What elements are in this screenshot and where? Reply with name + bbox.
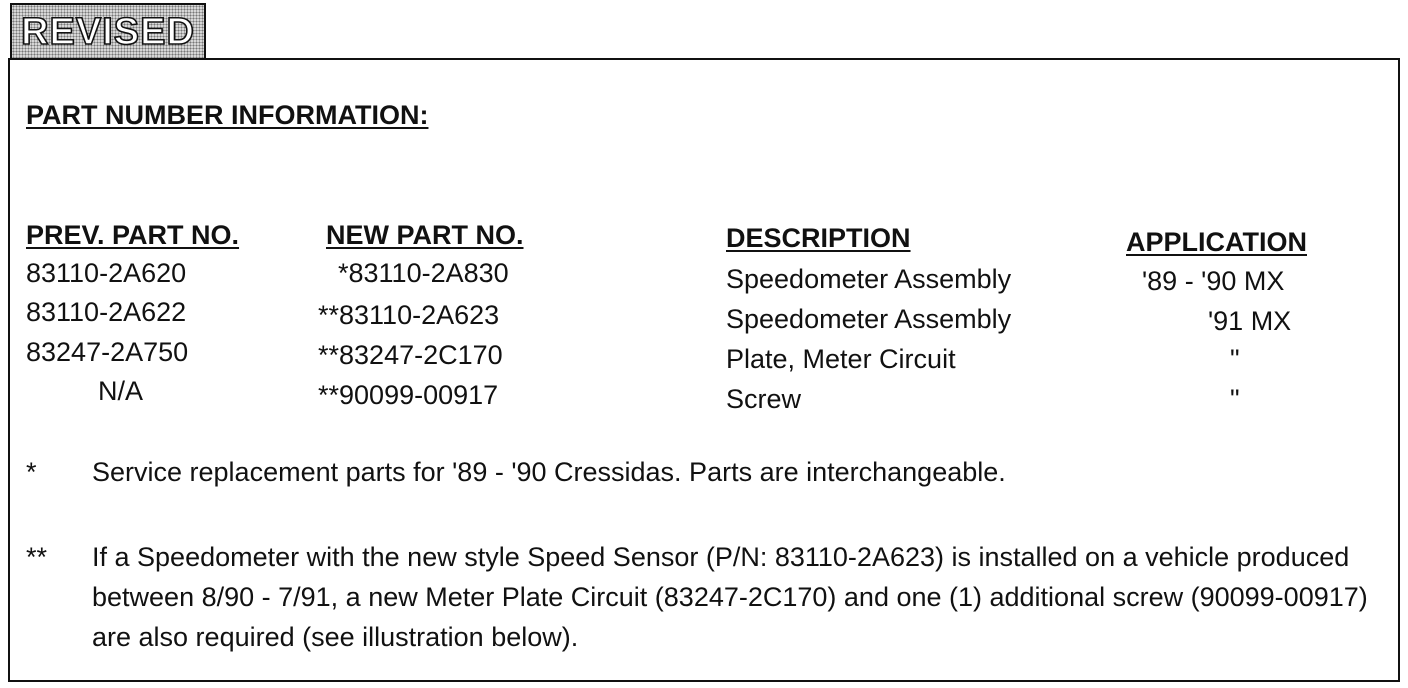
table-row-1-application: '89 - '90 MX [1142, 266, 1285, 296]
table-row-3-new: **83247-2C170 [318, 340, 503, 370]
revised-stamp [10, 3, 206, 59]
section-heading: PART NUMBER INFORMATION: [26, 100, 429, 130]
table-row-1-description: Speedometer Assembly [726, 264, 1012, 294]
revised-stamp-label: REVISED [21, 11, 195, 53]
table-row-4-prev: N/A [98, 376, 144, 406]
table-row-2-application: '91 MX [1208, 306, 1292, 336]
table-row-2-prev: 83110-2A622 [26, 297, 187, 327]
footnote-text: If a Speedometer with the new style Speed Sensor (P/N: 83110-2A623) is installed on a vehicle produced between 8/90 - 7/91, a new Meter Plate Circuit (83247-2C170) and one (1) additional screw (90099-00917) are also required (see illustration below). [92, 542, 1368, 652]
column-header-prev-part: PREV. PART NO. [26, 220, 240, 250]
table-row-3-description: Plate, Meter Circuit [726, 344, 956, 374]
table-row-2-description: Speedometer Assembly [726, 304, 1012, 334]
column-header-description: DESCRIPTION [726, 223, 911, 253]
table-row-3-prev: 83247-2A750 [26, 337, 189, 367]
column-header-application: APPLICATION [1126, 227, 1307, 257]
table-row-3-application: " [1230, 344, 1240, 374]
table-row-1-prev: 83110-2A620 [26, 258, 187, 288]
part-number-panel [8, 58, 1400, 682]
table-row-4-new: **90099-00917 [318, 380, 499, 410]
column-header-new-part: NEW PART NO. [326, 220, 524, 250]
footnote-single-asterisk [26, 452, 1386, 492]
table-row-2-new: **83110-2A623 [318, 300, 500, 330]
table-row-4-description: Screw [726, 384, 802, 414]
footnote-double-asterisk [26, 537, 1386, 657]
table-row-1-new: *83110-2A830 [338, 258, 509, 288]
footnote-marker: ** [26, 542, 48, 572]
footnote-text: Service replacement parts for '89 - '90 Cressidas. Parts are interchangeable. [92, 457, 1006, 487]
footnote-marker: * [26, 457, 37, 487]
table-row-4-application: " [1230, 384, 1240, 414]
